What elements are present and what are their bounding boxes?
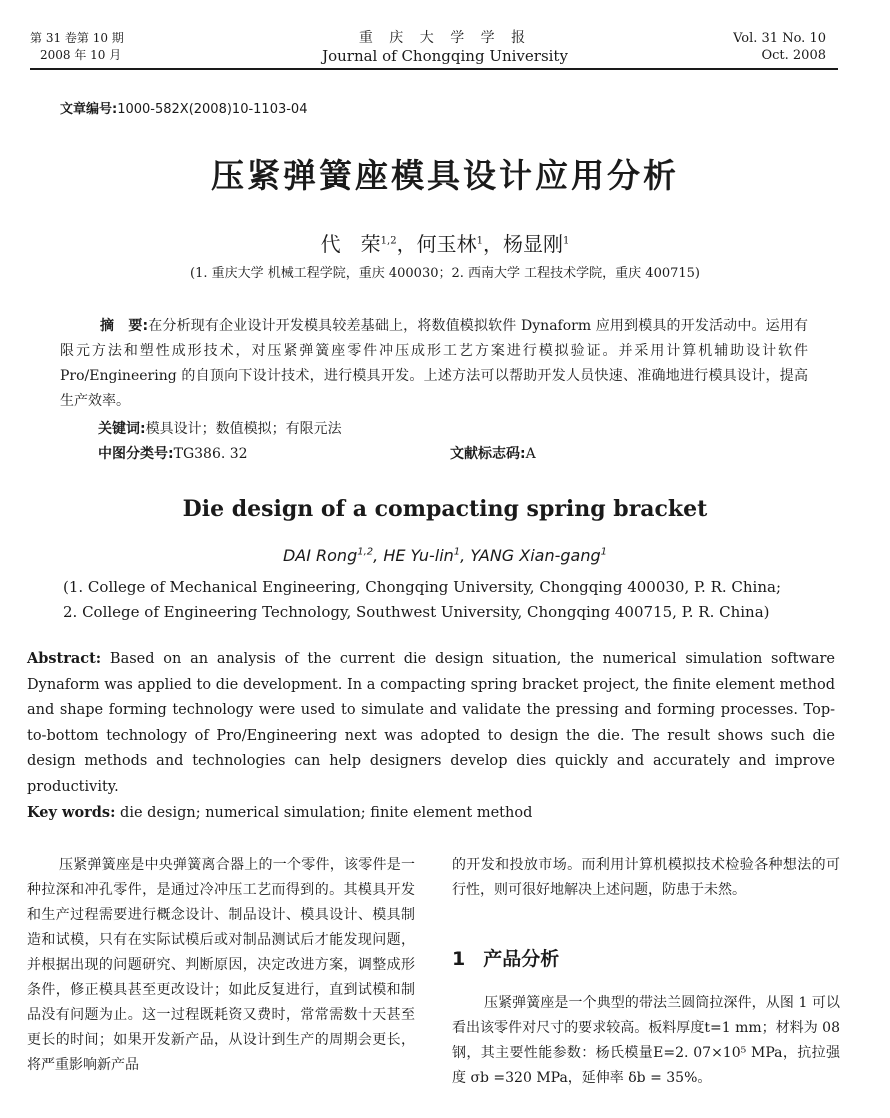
keywords-cn	[98, 418, 342, 438]
keywords-en-label: Key words:	[27, 804, 116, 821]
author-name: HE Yu-lin	[383, 546, 454, 565]
abstract-cn-label: 摘 要:	[100, 318, 149, 334]
volume-number: Vol. 31 No. 10	[733, 31, 826, 46]
abstract-en-text: Based on an analysis of the current die design situation, the numerical simulation software Dynaform was applied to die development. In a compacting spring bracket project, the finite element method and shape forming technology were used to simulate and validate the pressing and forming processes. Top-to-bottom technology of Pro/Engineering next was adopted to design the die. The result shows such die design methods and technologies can help designers develop dies quickly and accurately and improve productivity.	[27, 651, 835, 795]
author-name: DAI Rong	[282, 546, 358, 565]
abstract-cn-text: 在分析现有企业设计开发模具较差基础上，将数值模拟软件 Dynaform 应用到模具的开发活动中。运用有限元方法和塑性成形技术，对压紧弹簧座零件冲压成形工艺方案进行模拟验证。并采用计算机辅助设计软件 Pro/Engineering 的自顶向下设计技术，进行模具开发。上述方法可以帮助开发人员快速、准确地进行模具设计，提高生产效率。	[60, 318, 808, 409]
body-left-column: 压紧弹簧座是中央弹簧离合器上的一个零件，该零件是一种拉深和冲孔零件，是通过冷冲压工艺而得到的。其模具开发和生产过程需要进行概念设计、制品设计、模具设计、模具制造和试模，只有在实际试模后或对制品测试后才能发现问题，并根据出现的问题研究、判断原因，决定改进方案，调整成形条件，修正模具甚至更改设计；如此反复进行，直到试模和制品没有问题为止。这一过程既耗资又费时，常常需数十天甚至更长的时间；如果开发新产品，从设计到生产的周期会更长，将严重影响新产品	[27, 857, 415, 1073]
article-number-value: 1000-582X(2008)10-1103-04	[117, 102, 308, 117]
author-affiliation-mark: 1	[476, 235, 483, 247]
affiliation-en-1: (1. College of Mechanical Engineering, Chongqing University, Chongqing 400030, P. R. China;	[63, 578, 782, 596]
abstract-en	[27, 646, 835, 800]
paper-title-cn: 压紧弹簧座模具设计应用分析	[211, 156, 679, 195]
author-name: 代 荣	[320, 232, 381, 256]
author-separator: ,	[373, 546, 384, 565]
affiliations-cn: (1. 重庆大学 机械工程学院，重庆 400030；2. 西南大学 工程技术学院，重庆 400715)	[190, 266, 700, 281]
author-affiliation-mark: 1	[562, 235, 570, 247]
authors-cn	[0, 228, 890, 257]
paper-title-en: Die design of a compacting spring bracket	[182, 496, 708, 522]
keywords-cn-label: 关键词:	[98, 421, 146, 437]
journal-name-cn: 重 庆 大 学 学 报	[358, 30, 532, 46]
section-title: 产品分析	[483, 948, 560, 970]
document-code-value: A	[525, 446, 536, 462]
author-affiliation-mark: 1,2	[380, 235, 397, 247]
section-number: 1	[452, 948, 466, 970]
abstract-cn	[60, 314, 808, 414]
keywords-cn-text: 模具设计；数值模拟；有限元法	[145, 421, 342, 437]
author-name: YANG Xian-gang	[470, 546, 601, 565]
article-number-label: 文章编号:	[60, 102, 118, 117]
journal-issue-en	[733, 30, 826, 64]
affiliation-en-2: 2. College of Engineering Technology, Southwest University, Chongqing 400715, P. R. China)	[63, 603, 770, 621]
journal-name-en: Journal of Chongqing University	[322, 47, 568, 65]
body-right-paragraph-continued: 的开发和投放市场。而利用计算机模拟技术检验各种想法的可行性，则可很好地解决上述问题，防患于未然。	[452, 857, 840, 898]
author-separator: ,	[460, 546, 471, 565]
volume-issue: 第 31 卷第 10 期	[30, 31, 124, 45]
document-code-label: 文献标志码:	[450, 446, 526, 462]
author-separator: ，	[482, 232, 503, 256]
author-affiliation-mark: 1,2	[357, 546, 374, 558]
author-affiliation-mark: 1	[453, 546, 461, 558]
classification-value: TG386. 32	[173, 446, 248, 462]
document-code	[450, 443, 536, 463]
abstract-en-label: Abstract:	[27, 650, 102, 667]
classification-label: 中图分类号:	[98, 446, 174, 462]
authors-en	[0, 546, 890, 565]
keywords-en	[27, 804, 532, 821]
author-name: 杨显刚	[502, 232, 563, 256]
issue-date: 2008 年 10 月	[40, 48, 122, 62]
author-name: 何玉林	[416, 232, 477, 256]
issue-month: Oct. 2008	[761, 48, 826, 63]
body-right-paragraph: 压紧弹簧座是一个典型的带法兰圆筒拉深件，从图 1 可以看出该零件对尺寸的要求较高。板料厚度t=1 mm；材料为 08 钢，其主要性能参数：杨氏模量E=2. 07×10⁵ MPa，抗拉强度 σb =320 MPa，延伸率 δb = 35%。	[452, 995, 840, 1086]
header-divider	[30, 68, 838, 70]
keywords-en-text: die design; numerical simulation; finite element method	[115, 805, 533, 821]
classification-number	[98, 443, 248, 463]
article-number	[60, 98, 307, 117]
author-affiliation-mark: 1	[600, 546, 608, 558]
author-separator: ，	[396, 232, 417, 256]
section-heading	[452, 944, 559, 971]
